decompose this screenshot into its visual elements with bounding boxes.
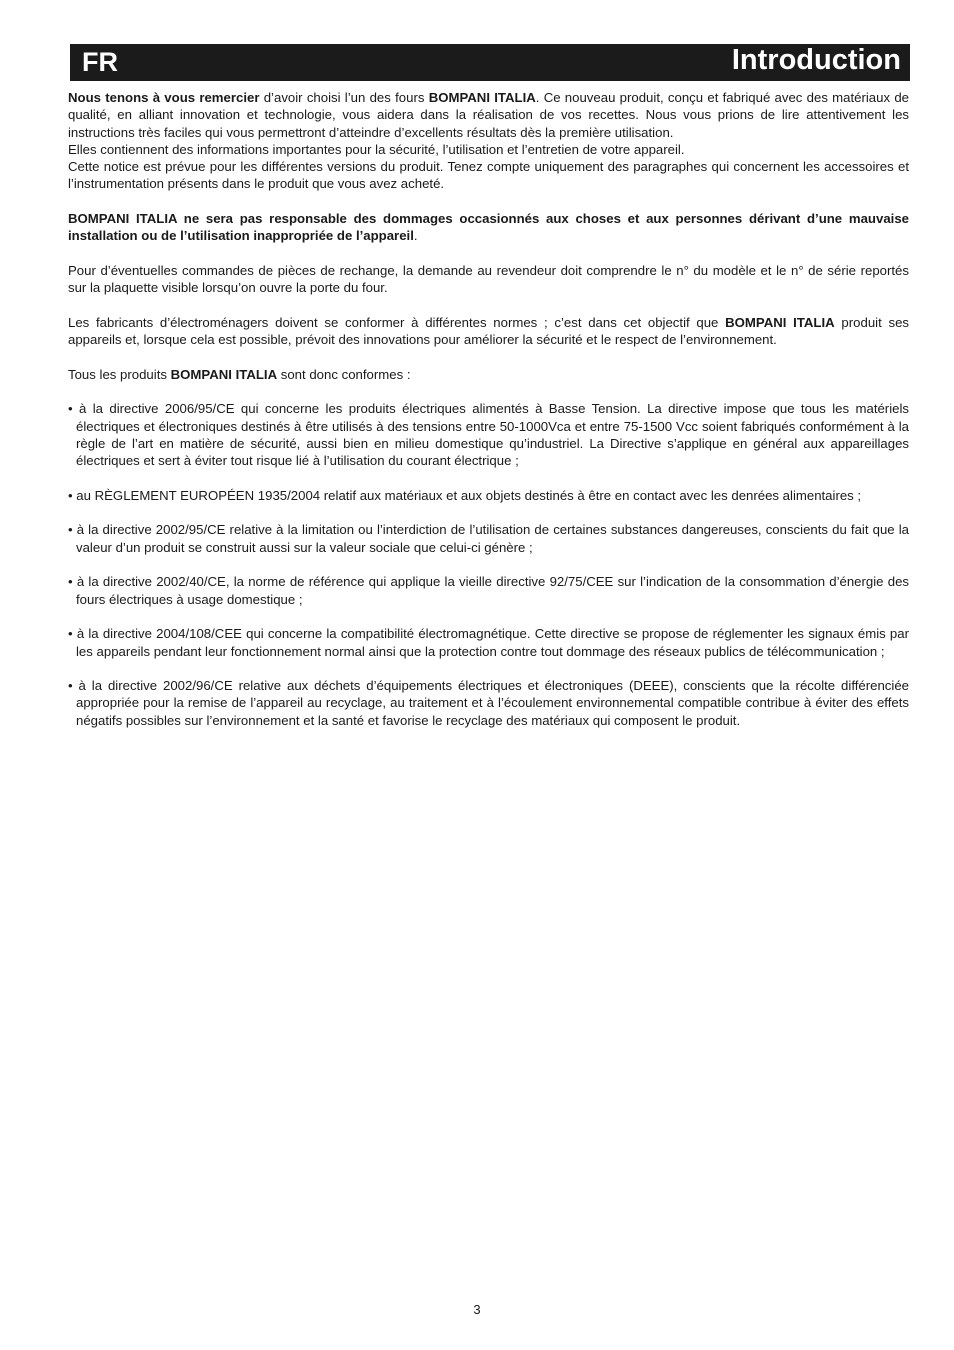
liability-end: . [413,228,418,244]
intro-lead: Nous tenons à vous remercier [68,90,260,105]
intro-paragraph [68,89,909,141]
intro-text-b: . Ce nouveau produit, conçu et fabriqué avec des matériaux de qualité, en alliant innovation et technologie, vous aidera dans la réalisation de vos recettes. Nous vous prions de lire attentivement les instructions très faciles qui vous permettront d’atteindre d’excellents résultats dès la première utilisation. [68,90,909,140]
directive-item-weee: • à la directive 2002/96/CE relative aux déchets d’équipements électriques et électroniques (DEEE), conscients que la récolte différenciée appropriée pour la remise de l’appareil au recyclage, au traitement et à l’écoulement environnemental compatible contribue à éviter des effets négatifs possibles sur l’environnement et la santé et favorise le recyclage des matériaux qui composent le produit. [68,678,909,728]
document-body [68,89,909,746]
page-number: 3 [473,1302,481,1317]
versions-paragraph: Cette notice est prévue pour les différentes versions du produit. Tenez compte uniquement des paragraphes qui concernent les accessoires et l’instrumentation présents dans le produit que vous avez acheté. [68,159,909,192]
brand-name: BOMPANI ITALIA [725,314,835,330]
section-header [70,44,910,81]
brand-name: BOMPANI ITALIA [428,90,536,105]
standards-paragraph [68,314,909,349]
standards-text-a: Les fabricants d’électroménagers doivent se conformer à différentes normes ; c’est dans cet objectif que [68,314,726,330]
liability-text: BOMPANI ITALIA ne sera pas responsable des dommages occasionnés aux choses et aux personnes dérivant d’une mauvaise installation ou de l’utilisation inappropriée de l’appareil [68,211,909,244]
safety-info-paragraph: Elles contiennent des informations importantes pour la sécurité, l’utilisation et l’entretien de votre appareil. [68,141,685,157]
spare-parts-paragraph: Pour d’éventuelles commandes de pièces de rechange, la demande au revendeur doit comprendre le n° du modèle et le n° de série reportés sur la plaquette visible lorsqu’on ouvre la porte du four. [68,262,909,296]
conformity-text-a: Tous les produits [68,366,171,382]
directive-item-hazardous-substances: • à la directive 2002/95/CE relative à la limitation ou l’interdiction de l’utilisation de certaines substances dangereuses, conscients du fait que la valeur d’un produit se construit aussi sur la valeur sociale que celui-ci génère ; [68,522,909,555]
brand-name: BOMPANI ITALIA [170,366,278,382]
directive-item-emc: • à la directive 2004/108/CEE qui concerne la compatibilité électromagnétique. Cette directive se propose de réglementer les signaux émis par les appareils pendant leur fonctionnement normal ainsi que la protection contre tout dommage des réseaux publics de télécommunication ; [68,626,909,659]
language-code: FR [82,47,118,77]
directive-item-food-contact: • au RÈGLEMENT EUROPÉEN 1935/2004 relatif aux matériaux et aux objets destinés à être en contact avec les denrées alimentaires ; [68,487,862,503]
intro-text-a: d’avoir choisi l’un des fours [259,90,429,105]
page-title: Introduction [731,44,901,76]
directive-item-energy-label: • à la directive 2002/40/CE, la norme de référence qui applique la vieille directive 92/75/CEE sur l’indication de la consommation d’énergie des fours électriques à usage domestique ; [68,574,909,607]
standards-text-b: produit ses appareils et, lorsque cela est possible, prévoit des innovations pour améliorer la sécurité et le respect de l’environnement. [68,314,909,348]
conformity-text-b: sont donc conformes : [277,366,411,382]
liability-paragraph [68,210,909,245]
directive-item-low-voltage: • à la directive 2006/95/CE qui concerne les produits électriques alimentés à Basse Tension. La directive impose que tous les matériels électriques et électroniques destinés à être utilisés à des tensions entre 50-1000Vca et entre 75-1500 Vcc soient fabriqués conformément à la règle de l’art en matière de sécurité, aussi bien en milieu domestique qu’industriel. La Directive s’applique en général aux appareillages électriques et sert à éviter tout risque lié à l’utilisation du courant électrique ; [68,401,909,469]
conformity-paragraph [68,366,909,383]
